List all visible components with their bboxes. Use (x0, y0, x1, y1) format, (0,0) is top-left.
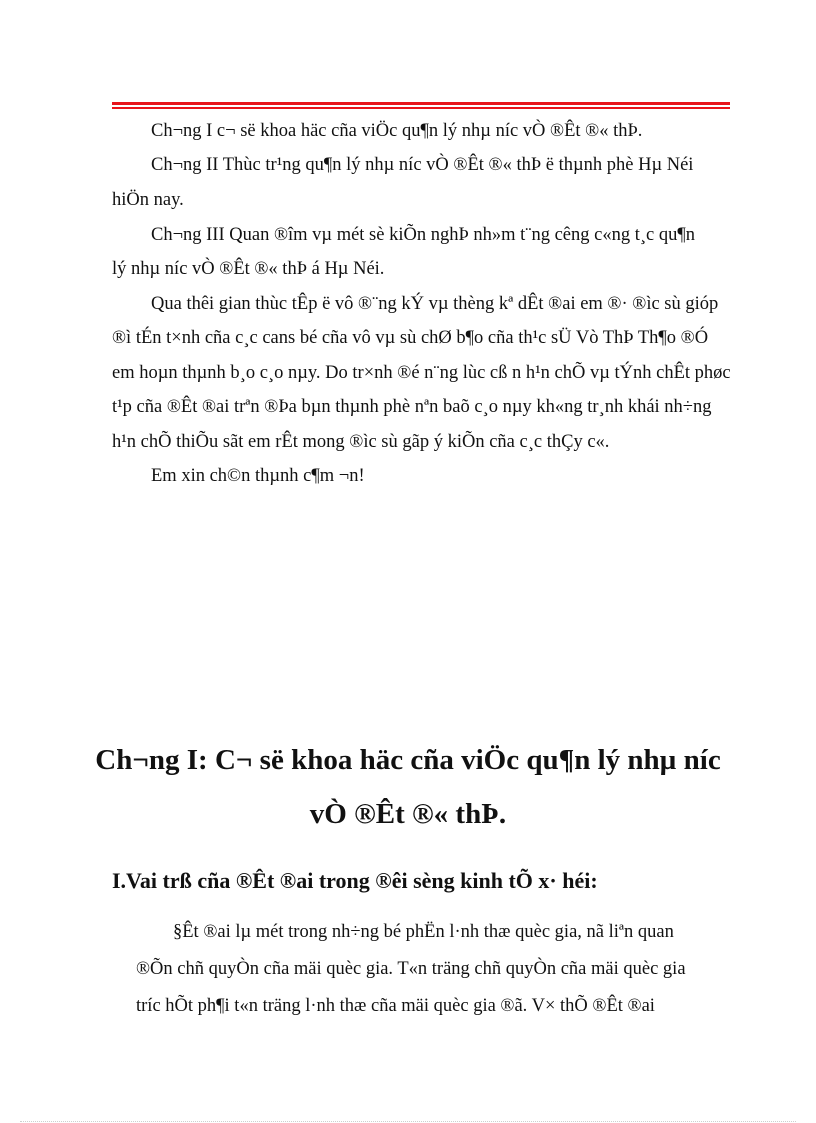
intro-line: ®ì tÉn t×nh cña c¸c cans bé cña vô vµ sù chØ b¶o cña th¹c sÜ Vò ThÞ Th¶o ®Ó (112, 328, 709, 348)
chapter-title-line2: vÒ ®Êt ®« thÞ. (309, 798, 507, 830)
intro-line: lý nhµ níc vÒ ®Êt ®« thÞ á Hµ Néi. (112, 259, 385, 279)
intro-line: Ch¬ng I c¬ së khoa häc cña viÖc qu¶n lý nhµ níc vÒ ®Êt ®« thÞ. (151, 121, 643, 141)
intro-line: em hoµn thµnh b¸o c¸o nµy. Do tr×nh ®é n¨ng lùc cß n h¹n chÕ vµ tÝnh chÊt phøc (112, 363, 731, 383)
intro-line: h¹n chÕ thiÕu sãt em rÊt mong ®ìc sù gãp ý kiÕn cña c¸c thÇy c«. (112, 432, 610, 452)
page-bottom-border (20, 1121, 796, 1122)
intro-line: hiÖn nay. (112, 190, 184, 210)
section-line: tríc hÕt ph¶i t«n träng l·nh thæ cña mäi quèc gia ®ã. V× thÕ ®Êt ®ai (136, 996, 655, 1016)
intro-line: Em xin ch©n thµnh c¶m ¬n! (151, 466, 365, 486)
intro-line: Qua thêi gian thùc tÊp ë vô ®¨ng kÝ vµ thèng kª dÊt ®ai em ®· ®ìc sù gióp (151, 294, 719, 314)
intro-line: Ch¬ng III Quan ®îm vµ mét sè kiÕn nghÞ nh»m t¨ng cêng c«ng t¸c qu¶n (151, 225, 695, 245)
section-line: ®Õn chñ quyÒn cña mäi quèc gia. T«n träng chñ quyÒn cña mäi quèc gia (136, 959, 686, 979)
intro-line: t¹p cña ®Êt ®ai trªn ®Þa bµn thµnh phè nªn baõ c¸o nµy kh«ng tr¸nh khái nh÷ng (112, 397, 712, 417)
chapter-title-line1: Ch¬ng I: C¬ së khoa häc cña viÖc qu¶n lý nhµ níc (95, 744, 721, 776)
header-red-rule-thin (112, 107, 730, 109)
header-red-rule (112, 102, 730, 105)
section-line: §Êt ®ai lµ mét trong nh÷ng bé phËn l·nh thæ quèc gia, nã liªn quan (173, 922, 674, 942)
section-heading: I.Vai trß cña ®Êt ®ai trong ®êi sèng kinh tÕ x· héi: (112, 868, 598, 893)
intro-line: Ch¬ng II Thùc tr¹ng qu¶n lý nhµ níc vÒ ®Êt ®« thÞ ë thµnh phè Hµ Néi (151, 155, 694, 175)
